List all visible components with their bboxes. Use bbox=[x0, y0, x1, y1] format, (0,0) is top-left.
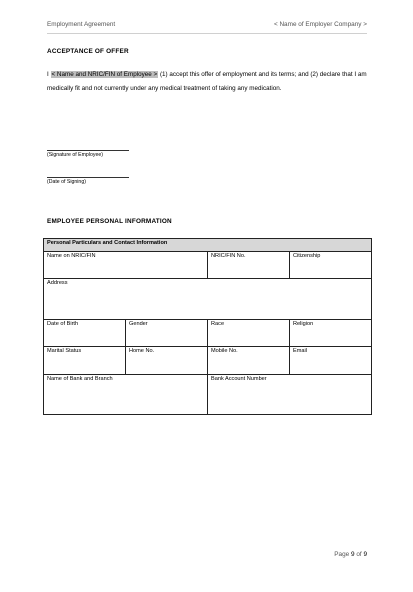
date-line bbox=[47, 177, 129, 178]
page-total: 9 bbox=[363, 551, 367, 558]
date-of-birth-cell[interactable]: Date of Birth bbox=[44, 320, 126, 347]
citizenship-cell[interactable]: Citizenship bbox=[290, 252, 372, 279]
bank-name-cell[interactable]: Name of Bank and Branch bbox=[44, 375, 208, 415]
table-row bbox=[44, 252, 372, 279]
table-row bbox=[44, 347, 372, 375]
name-on-nric-cell[interactable]: Name on NRIC/FIN bbox=[44, 252, 208, 279]
table-row bbox=[44, 320, 372, 347]
acceptance-text: (1) accept this offer of employment and its terms; and (2) declare that I am medically fit and not currently under any medical treatment of taking any medication. bbox=[47, 71, 367, 92]
page-current: 9 bbox=[350, 551, 355, 558]
signature-caption: (Signature of Employee) bbox=[47, 152, 103, 158]
header-document-title: Employment Agreement bbox=[47, 21, 116, 28]
signature-line bbox=[47, 150, 129, 151]
marital-status-cell[interactable]: Marital Status bbox=[44, 347, 126, 375]
date-caption: (Date of Signing) bbox=[47, 179, 86, 185]
address-cell[interactable]: Address bbox=[44, 279, 372, 320]
gender-cell[interactable]: Gender bbox=[126, 320, 208, 347]
acceptance-title: ACCEPTANCE OF OFFER bbox=[47, 48, 129, 55]
table-row bbox=[44, 279, 372, 320]
race-cell[interactable]: Race bbox=[208, 320, 290, 347]
header-employer-name: < Name of Employer Company > bbox=[273, 21, 367, 28]
acceptance-paragraph bbox=[47, 68, 371, 95]
table-header-row bbox=[44, 239, 372, 252]
page-word: Page bbox=[334, 551, 350, 558]
personal-info-title: EMPLOYEE PERSONAL INFORMATION bbox=[47, 218, 172, 225]
employee-name-placeholder[interactable]: < Name and NRIC/FIN of Employee > bbox=[51, 71, 158, 78]
acceptance-prefix: I bbox=[47, 71, 51, 78]
table-row bbox=[44, 375, 372, 415]
personal-info-table bbox=[43, 238, 372, 415]
nric-number-cell[interactable]: NRIC/FIN No. bbox=[208, 252, 290, 279]
religion-cell[interactable]: Religion bbox=[290, 320, 372, 347]
home-number-cell[interactable]: Home No. bbox=[126, 347, 208, 375]
mobile-number-cell[interactable]: Mobile No. bbox=[208, 347, 290, 375]
table-header: Personal Particulars and Contact Information bbox=[44, 239, 372, 252]
bank-account-cell[interactable]: Bank Account Number bbox=[208, 375, 372, 415]
header-divider bbox=[47, 33, 367, 34]
of-word: of bbox=[356, 551, 362, 558]
email-cell[interactable]: Email bbox=[290, 347, 372, 375]
page-number bbox=[334, 551, 367, 558]
